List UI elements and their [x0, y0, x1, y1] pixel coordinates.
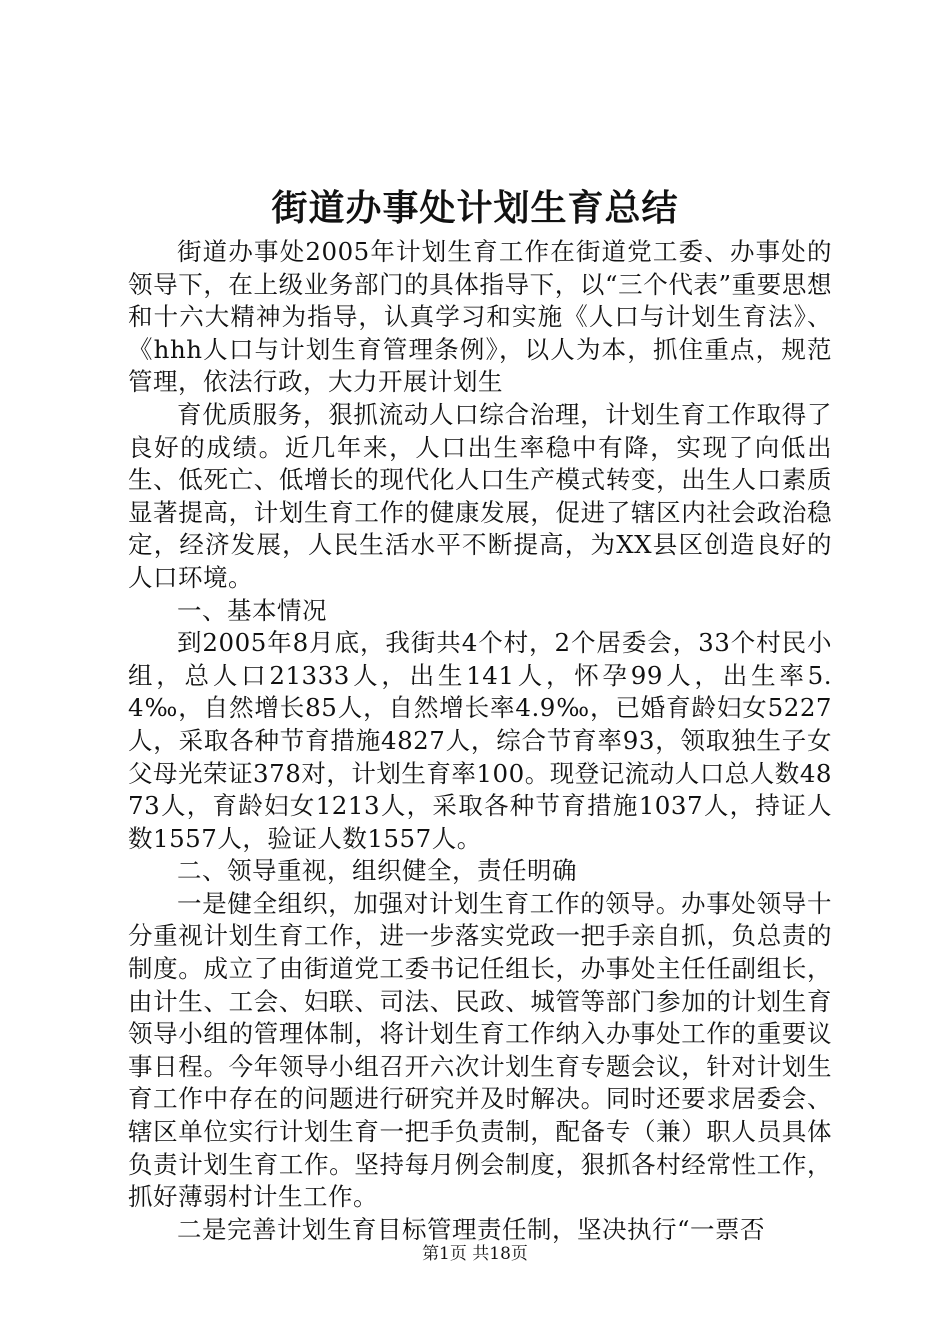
- document-body: [128, 236, 832, 1246]
- paragraph-intro: 街道办事处2005年计划生育工作在街道党工委、办事处的领导下，在上级业务部门的具体指导下，以“三个代表”重要思想和十六大精神为指导，认真学习和实施《人口与计划生育法》、《hhh人口与计划生育管理条例》，以人为本，抓住重点，规范管理，依法行政，大力开展计划生: [128, 237, 832, 397]
- paragraph-target-management: 二是完善计划生育目标管理责任制，坚决执行“一票否: [177, 1214, 766, 1244]
- section-heading-basic-situation: 一、基本情况: [177, 595, 327, 625]
- section-heading-leadership: 二、领导重视，组织健全，责任明确: [177, 856, 577, 886]
- document-title: 街道办事处计划生育总结: [271, 187, 679, 229]
- paragraph-intro-continued: 育优质服务，狠抓流动人口综合治理，计划生育工作取得了良好的成绩。近几年来，人口出生率稳中有降，实现了向低出生、低死亡、低增长的现代化人口生产模式转变，出生人口素质显著提高，计划生育工作的健康发展，促进了辖区内社会政治稳定，经济发展，人民生活水平不断提高，为XX县区创造良好的人口环境。: [128, 399, 832, 592]
- page-number-footer: 第1页 共18页: [422, 1244, 528, 1264]
- paragraph-leadership-organization: 一是健全组织，加强对计划生育工作的领导。办事处领导十分重视计划生育工作，进一步落实党政一把手亲自抓，负总责的制度。成立了由街道党工委书记任组长，办事处主任任副组长，由计生、工会、妇联、司法、民政、城管等部门参加的计划生育领导小组的管理体制，将计划生育工作纳入办事处工作的重要议事日程。今年领导小组召开六次计划生育专题会议，针对计划生育工作中存在的问题进行研究并及时解决。同时还要求居委会、辖区单位实行计划生育一把手负责制，配备专（兼）职人员具体负责计划生育工作。坚持每月例会制度，狠抓各村经常性工作，抓好薄弱村计生工作。: [128, 888, 832, 1212]
- paragraph-basic-situation: 到2005年8月底，我街共4个村，2个居委会，33个村民小组，总人口21333人，出生141人，怀孕99人，出生率5.4‰，自然增长85人，自然增长率4.9‰，已婚育龄妇女5227人，采取各种节育措施4827人，综合节育率93，领取独生子女父母光荣证378对，计划生育率100。现登记流动人口总人数4873人，育龄妇女1213人，采取各种节育措施1037人，持证人数1557人，验证人数1557人。: [128, 628, 832, 853]
